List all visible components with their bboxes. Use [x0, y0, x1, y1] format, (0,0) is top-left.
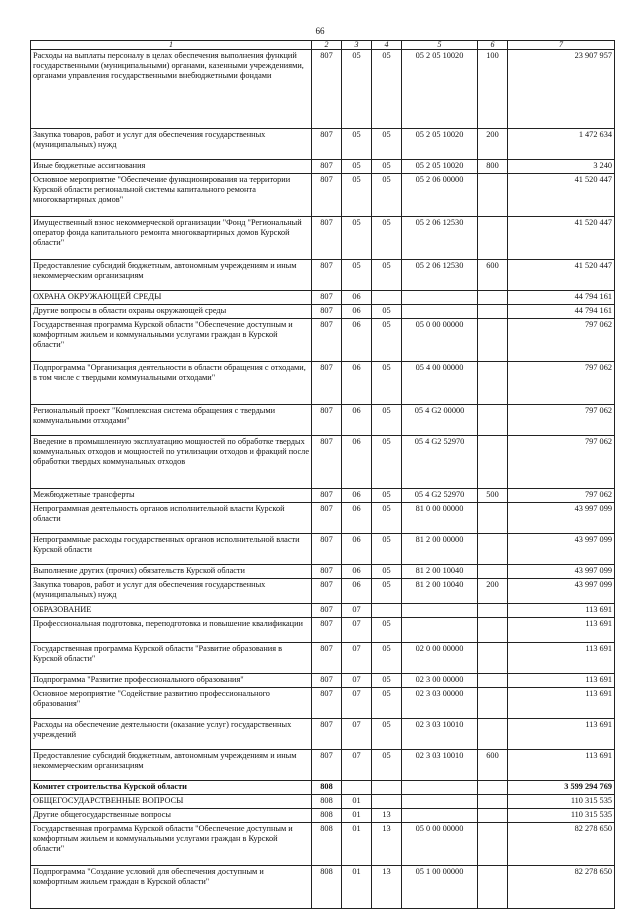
table-row — [31, 305, 615, 319]
cell-subsection: 05 — [372, 160, 402, 174]
header-col-4: 4 — [372, 41, 402, 50]
cell-target-article — [402, 291, 478, 305]
table-row — [31, 160, 615, 174]
table-row — [31, 781, 615, 795]
cell-target-article: 05 0 00 00000 — [402, 319, 478, 362]
cell-amount: 23 907 957 — [508, 50, 615, 129]
cell-grbs: 807 — [312, 319, 342, 362]
header-row — [31, 41, 615, 50]
cell-name: Предоставление субсидий бюджетным, автономным учреждениям и иным некоммерческим организациям — [31, 260, 312, 291]
cell-name: Другие вопросы в области охраны окружающей среды — [31, 305, 312, 319]
cell-expense-type — [478, 643, 508, 674]
table-row — [31, 643, 615, 674]
cell-target-article: 05 4 G2 00000 — [402, 405, 478, 436]
header-col-2: 2 — [312, 41, 342, 50]
cell-name: Подпрограмма "Развитие профессионального образования" — [31, 674, 312, 688]
cell-expense-type — [478, 291, 508, 305]
cell-grbs: 807 — [312, 362, 342, 405]
cell-amount: 43 997 099 — [508, 565, 615, 579]
cell-amount: 797 062 — [508, 362, 615, 405]
cell-subsection: 05 — [372, 260, 402, 291]
cell-target-article: 05 4 G2 52970 — [402, 489, 478, 503]
cell-grbs: 807 — [312, 750, 342, 781]
cell-target-article: 05 2 05 10020 — [402, 129, 478, 160]
cell-grbs: 808 — [312, 795, 342, 809]
cell-amount: 41 520 447 — [508, 174, 615, 217]
cell-name: Иные бюджетные ассигнования — [31, 160, 312, 174]
cell-amount: 113 691 — [508, 618, 615, 643]
cell-grbs: 807 — [312, 503, 342, 534]
cell-target-article: 81 2 00 10040 — [402, 579, 478, 604]
cell-grbs: 808 — [312, 781, 342, 795]
cell-expense-type — [478, 719, 508, 750]
cell-target-article: 05 0 00 00000 — [402, 823, 478, 866]
cell-expense-type — [478, 319, 508, 362]
cell-section: 06 — [342, 305, 372, 319]
cell-name: Региональный проект "Комплексная система обращения с твердыми коммунальными отходами" — [31, 405, 312, 436]
cell-subsection: 13 — [372, 866, 402, 909]
cell-target-article: 05 4 00 00000 — [402, 362, 478, 405]
cell-section: 05 — [342, 160, 372, 174]
cell-expense-type — [478, 823, 508, 866]
cell-subsection: 05 — [372, 688, 402, 719]
cell-expense-type: 100 — [478, 50, 508, 129]
cell-subsection: 05 — [372, 129, 402, 160]
table-row — [31, 436, 615, 489]
cell-name: Межбюджетные трансферты — [31, 489, 312, 503]
cell-target-article: 02 3 03 10010 — [402, 719, 478, 750]
cell-section: 01 — [342, 809, 372, 823]
table-row — [31, 866, 615, 909]
cell-grbs: 807 — [312, 305, 342, 319]
cell-section: 06 — [342, 579, 372, 604]
cell-target-article: 05 1 00 00000 — [402, 866, 478, 909]
cell-grbs: 807 — [312, 436, 342, 489]
cell-section: 01 — [342, 823, 372, 866]
cell-expense-type: 200 — [478, 579, 508, 604]
cell-target-article — [402, 809, 478, 823]
cell-grbs: 807 — [312, 674, 342, 688]
cell-name: Профессиональная подготовка, переподготовка и повышение квалификации — [31, 618, 312, 643]
cell-expense-type: 600 — [478, 750, 508, 781]
header-col-3: 3 — [342, 41, 372, 50]
table-row — [31, 618, 615, 643]
cell-subsection: 05 — [372, 305, 402, 319]
cell-grbs: 807 — [312, 50, 342, 129]
cell-section: 07 — [342, 618, 372, 643]
cell-expense-type — [478, 604, 508, 618]
cell-grbs: 807 — [312, 618, 342, 643]
cell-amount: 44 794 161 — [508, 305, 615, 319]
table-row — [31, 260, 615, 291]
cell-amount: 43 997 099 — [508, 579, 615, 604]
cell-amount: 113 691 — [508, 719, 615, 750]
cell-grbs: 807 — [312, 565, 342, 579]
cell-amount: 1 472 634 — [508, 129, 615, 160]
cell-name: Непрограммные расходы государственных органов исполнительной власти Курской области — [31, 534, 312, 565]
cell-expense-type — [478, 436, 508, 489]
cell-name: ОБЩЕГОСУДАРСТВЕННЫЕ ВОПРОСЫ — [31, 795, 312, 809]
cell-section: 06 — [342, 436, 372, 489]
cell-name: Закупка товаров, работ и услуг для обеспечения государственных (муниципальных) нужд — [31, 579, 312, 604]
cell-target-article: 81 0 00 00000 — [402, 503, 478, 534]
cell-subsection: 05 — [372, 362, 402, 405]
table-row — [31, 719, 615, 750]
cell-amount: 113 691 — [508, 750, 615, 781]
cell-amount: 41 520 447 — [508, 260, 615, 291]
cell-name: Расходы на выплаты персоналу в целах обеспечения выполнения функций государственными (муниципальными) органами, казенными учреждениями, органами управления государственными внебюджетными фондами — [31, 50, 312, 129]
cell-subsection: 05 — [372, 436, 402, 489]
cell-grbs: 807 — [312, 217, 342, 260]
cell-subsection: 05 — [372, 534, 402, 565]
cell-subsection: 05 — [372, 217, 402, 260]
cell-name: Другие общегосударственные вопросы — [31, 809, 312, 823]
cell-expense-type: 200 — [478, 129, 508, 160]
cell-subsection — [372, 604, 402, 618]
table-row — [31, 674, 615, 688]
cell-amount: 41 520 447 — [508, 217, 615, 260]
cell-section: 07 — [342, 643, 372, 674]
table-row — [31, 319, 615, 362]
cell-name: Расходы на обеспечение деятельности (оказание услуг) государственных учреждений — [31, 719, 312, 750]
cell-section: 05 — [342, 174, 372, 217]
cell-target-article — [402, 618, 478, 643]
cell-expense-type — [478, 503, 508, 534]
table-row — [31, 579, 615, 604]
cell-grbs: 808 — [312, 823, 342, 866]
cell-target-article: 05 4 G2 52970 — [402, 436, 478, 489]
cell-name: Комитет строительства Курской области — [31, 781, 312, 795]
cell-amount: 113 691 — [508, 643, 615, 674]
cell-name: Предоставление субсидий бюджетным, автономным учреждениям и иным некоммерческим организациям — [31, 750, 312, 781]
cell-name: Подпрограмма "Организация деятельности в области обращения с отходами, в том числе с твердыми коммунальными отходами" — [31, 362, 312, 405]
cell-expense-type — [478, 174, 508, 217]
table-row — [31, 688, 615, 719]
cell-grbs: 807 — [312, 489, 342, 503]
cell-section: 07 — [342, 688, 372, 719]
cell-section: 06 — [342, 362, 372, 405]
cell-subsection: 05 — [372, 489, 402, 503]
cell-subsection: 05 — [372, 565, 402, 579]
cell-subsection: 05 — [372, 643, 402, 674]
page-number: 66 — [315, 26, 325, 36]
cell-amount: 82 278 650 — [508, 823, 615, 866]
cell-target-article: 02 3 00 00000 — [402, 674, 478, 688]
cell-target-article — [402, 781, 478, 795]
table-row — [31, 750, 615, 781]
table-row — [31, 362, 615, 405]
cell-amount: 797 062 — [508, 319, 615, 362]
cell-section: 06 — [342, 503, 372, 534]
header-col-1: 1 — [31, 41, 312, 50]
cell-expense-type — [478, 809, 508, 823]
cell-subsection: 13 — [372, 823, 402, 866]
cell-name: Непрограммная деятельность органов исполнительной власти Курской области — [31, 503, 312, 534]
cell-subsection: 05 — [372, 579, 402, 604]
cell-name: Имущественный взнос некоммерческой организации "Фонд "Региональный оператор фонда капитального ремонта многоквартирных домов Курской области" — [31, 217, 312, 260]
table-row — [31, 795, 615, 809]
cell-target-article: 05 2 06 12530 — [402, 260, 478, 291]
cell-grbs: 808 — [312, 866, 342, 909]
table-row — [31, 604, 615, 618]
cell-amount: 797 062 — [508, 405, 615, 436]
cell-subsection: 05 — [372, 618, 402, 643]
cell-grbs: 807 — [312, 719, 342, 750]
cell-grbs: 807 — [312, 579, 342, 604]
cell-target-article: 02 3 03 00000 — [402, 688, 478, 719]
cell-expense-type — [478, 534, 508, 565]
cell-section: 05 — [342, 260, 372, 291]
cell-name: Закупка товаров, работ и услуг для обеспечения государственных (муниципальных) нужд — [31, 129, 312, 160]
cell-subsection: 05 — [372, 503, 402, 534]
cell-name: ОБРАЗОВАНИЕ — [31, 604, 312, 618]
table-row — [31, 823, 615, 866]
cell-subsection: 05 — [372, 174, 402, 217]
cell-name: Государственная программа Курской области "Обеспечение доступным и комфортным жильем и коммунальными услугами граждан в Курской области" — [31, 319, 312, 362]
cell-section: 06 — [342, 489, 372, 503]
cell-amount: 110 315 535 — [508, 809, 615, 823]
cell-section: 01 — [342, 795, 372, 809]
cell-grbs: 807 — [312, 174, 342, 217]
cell-name: Подпрограмма "Создание условий для обеспечения доступным и комфортным жильем граждан в Курской области" — [31, 866, 312, 909]
cell-subsection — [372, 291, 402, 305]
cell-subsection: 05 — [372, 719, 402, 750]
cell-name: Основное мероприятие "Содействие развитию профессионального образования" — [31, 688, 312, 719]
cell-amount: 113 691 — [508, 688, 615, 719]
table-row — [31, 291, 615, 305]
cell-section: 06 — [342, 319, 372, 362]
cell-section: 06 — [342, 534, 372, 565]
cell-name: Государственная программа Курской области "Обеспечение доступным и комфортным жильем и коммунальными услугами граждан в Курской области" — [31, 823, 312, 866]
cell-grbs: 807 — [312, 604, 342, 618]
cell-amount: 797 062 — [508, 489, 615, 503]
cell-expense-type — [478, 305, 508, 319]
cell-amount: 44 794 161 — [508, 291, 615, 305]
table-row — [31, 809, 615, 823]
cell-target-article — [402, 795, 478, 809]
cell-name: Выполнение других (прочих) обязательств Курской области — [31, 565, 312, 579]
table-row — [31, 50, 615, 129]
cell-name: ОХРАНА ОКРУЖАЮЩЕЙ СРЕДЫ — [31, 291, 312, 305]
cell-expense-type — [478, 405, 508, 436]
budget-table — [30, 40, 615, 909]
cell-expense-type — [478, 217, 508, 260]
cell-target-article: 05 2 05 10020 — [402, 50, 478, 129]
cell-expense-type — [478, 795, 508, 809]
cell-subsection: 13 — [372, 809, 402, 823]
cell-target-article: 05 2 06 12530 — [402, 217, 478, 260]
cell-amount: 113 691 — [508, 604, 615, 618]
cell-amount: 113 691 — [508, 674, 615, 688]
cell-target-article: 05 2 05 10020 — [402, 160, 478, 174]
cell-expense-type: 500 — [478, 489, 508, 503]
cell-amount: 797 062 — [508, 436, 615, 489]
cell-name: Основное мероприятие "Обеспечение функционирования на территории Курской области региональной системы капитального ремонта многоквартирных домов" — [31, 174, 312, 217]
cell-target-article — [402, 305, 478, 319]
table-row — [31, 174, 615, 217]
cell-expense-type — [478, 674, 508, 688]
table-row — [31, 489, 615, 503]
table-row — [31, 129, 615, 160]
cell-target-article: 05 2 06 00000 — [402, 174, 478, 217]
cell-grbs: 807 — [312, 129, 342, 160]
cell-subsection: 05 — [372, 674, 402, 688]
cell-subsection: 05 — [372, 405, 402, 436]
cell-grbs: 807 — [312, 643, 342, 674]
cell-section: 01 — [342, 866, 372, 909]
cell-section: 05 — [342, 129, 372, 160]
cell-amount: 3 240 — [508, 160, 615, 174]
cell-grbs: 807 — [312, 291, 342, 305]
table-row — [31, 534, 615, 565]
cell-section: 06 — [342, 291, 372, 305]
header-col-5: 5 — [402, 41, 478, 50]
cell-expense-type — [478, 618, 508, 643]
cell-amount: 82 278 650 — [508, 866, 615, 909]
cell-amount: 110 315 535 — [508, 795, 615, 809]
cell-amount: 43 997 099 — [508, 503, 615, 534]
header-col-6: 6 — [478, 41, 508, 50]
cell-amount: 43 997 099 — [508, 534, 615, 565]
cell-grbs: 807 — [312, 260, 342, 291]
cell-grbs: 808 — [312, 809, 342, 823]
cell-target-article: 81 2 00 00000 — [402, 534, 478, 565]
cell-grbs: 807 — [312, 534, 342, 565]
cell-target-article: 81 2 00 10040 — [402, 565, 478, 579]
cell-name: Введение в промышленную эксплуатацию мощностей по обработке твердых коммунальных отходов и мощностей по утилизации отходов и фракций после обработки твердых коммунальных отходов — [31, 436, 312, 489]
cell-section: 05 — [342, 217, 372, 260]
table-header — [31, 41, 615, 50]
table-body — [31, 50, 615, 909]
cell-name: Государственная программа Курской области "Развитие образования в Курской области" — [31, 643, 312, 674]
cell-subsection: 05 — [372, 750, 402, 781]
cell-target-article: 02 3 03 10010 — [402, 750, 478, 781]
cell-amount: 3 599 294 769 — [508, 781, 615, 795]
cell-grbs: 807 — [312, 405, 342, 436]
cell-expense-type: 600 — [478, 260, 508, 291]
cell-section — [342, 781, 372, 795]
header-col-7: 7 — [508, 41, 615, 50]
cell-section: 06 — [342, 405, 372, 436]
table-row — [31, 565, 615, 579]
cell-expense-type — [478, 688, 508, 719]
cell-grbs: 807 — [312, 160, 342, 174]
cell-subsection — [372, 795, 402, 809]
cell-section: 07 — [342, 719, 372, 750]
cell-section: 06 — [342, 565, 372, 579]
cell-expense-type — [478, 866, 508, 909]
table-row — [31, 217, 615, 260]
cell-subsection: 05 — [372, 50, 402, 129]
cell-section: 05 — [342, 50, 372, 129]
cell-expense-type: 800 — [478, 160, 508, 174]
cell-expense-type — [478, 362, 508, 405]
cell-grbs: 807 — [312, 688, 342, 719]
cell-subsection: 05 — [372, 319, 402, 362]
cell-target-article: 02 0 00 00000 — [402, 643, 478, 674]
cell-target-article — [402, 604, 478, 618]
table-row — [31, 503, 615, 534]
cell-section: 07 — [342, 604, 372, 618]
cell-expense-type — [478, 565, 508, 579]
cell-section: 07 — [342, 674, 372, 688]
cell-subsection — [372, 781, 402, 795]
cell-expense-type — [478, 781, 508, 795]
table-row — [31, 405, 615, 436]
cell-section: 07 — [342, 750, 372, 781]
